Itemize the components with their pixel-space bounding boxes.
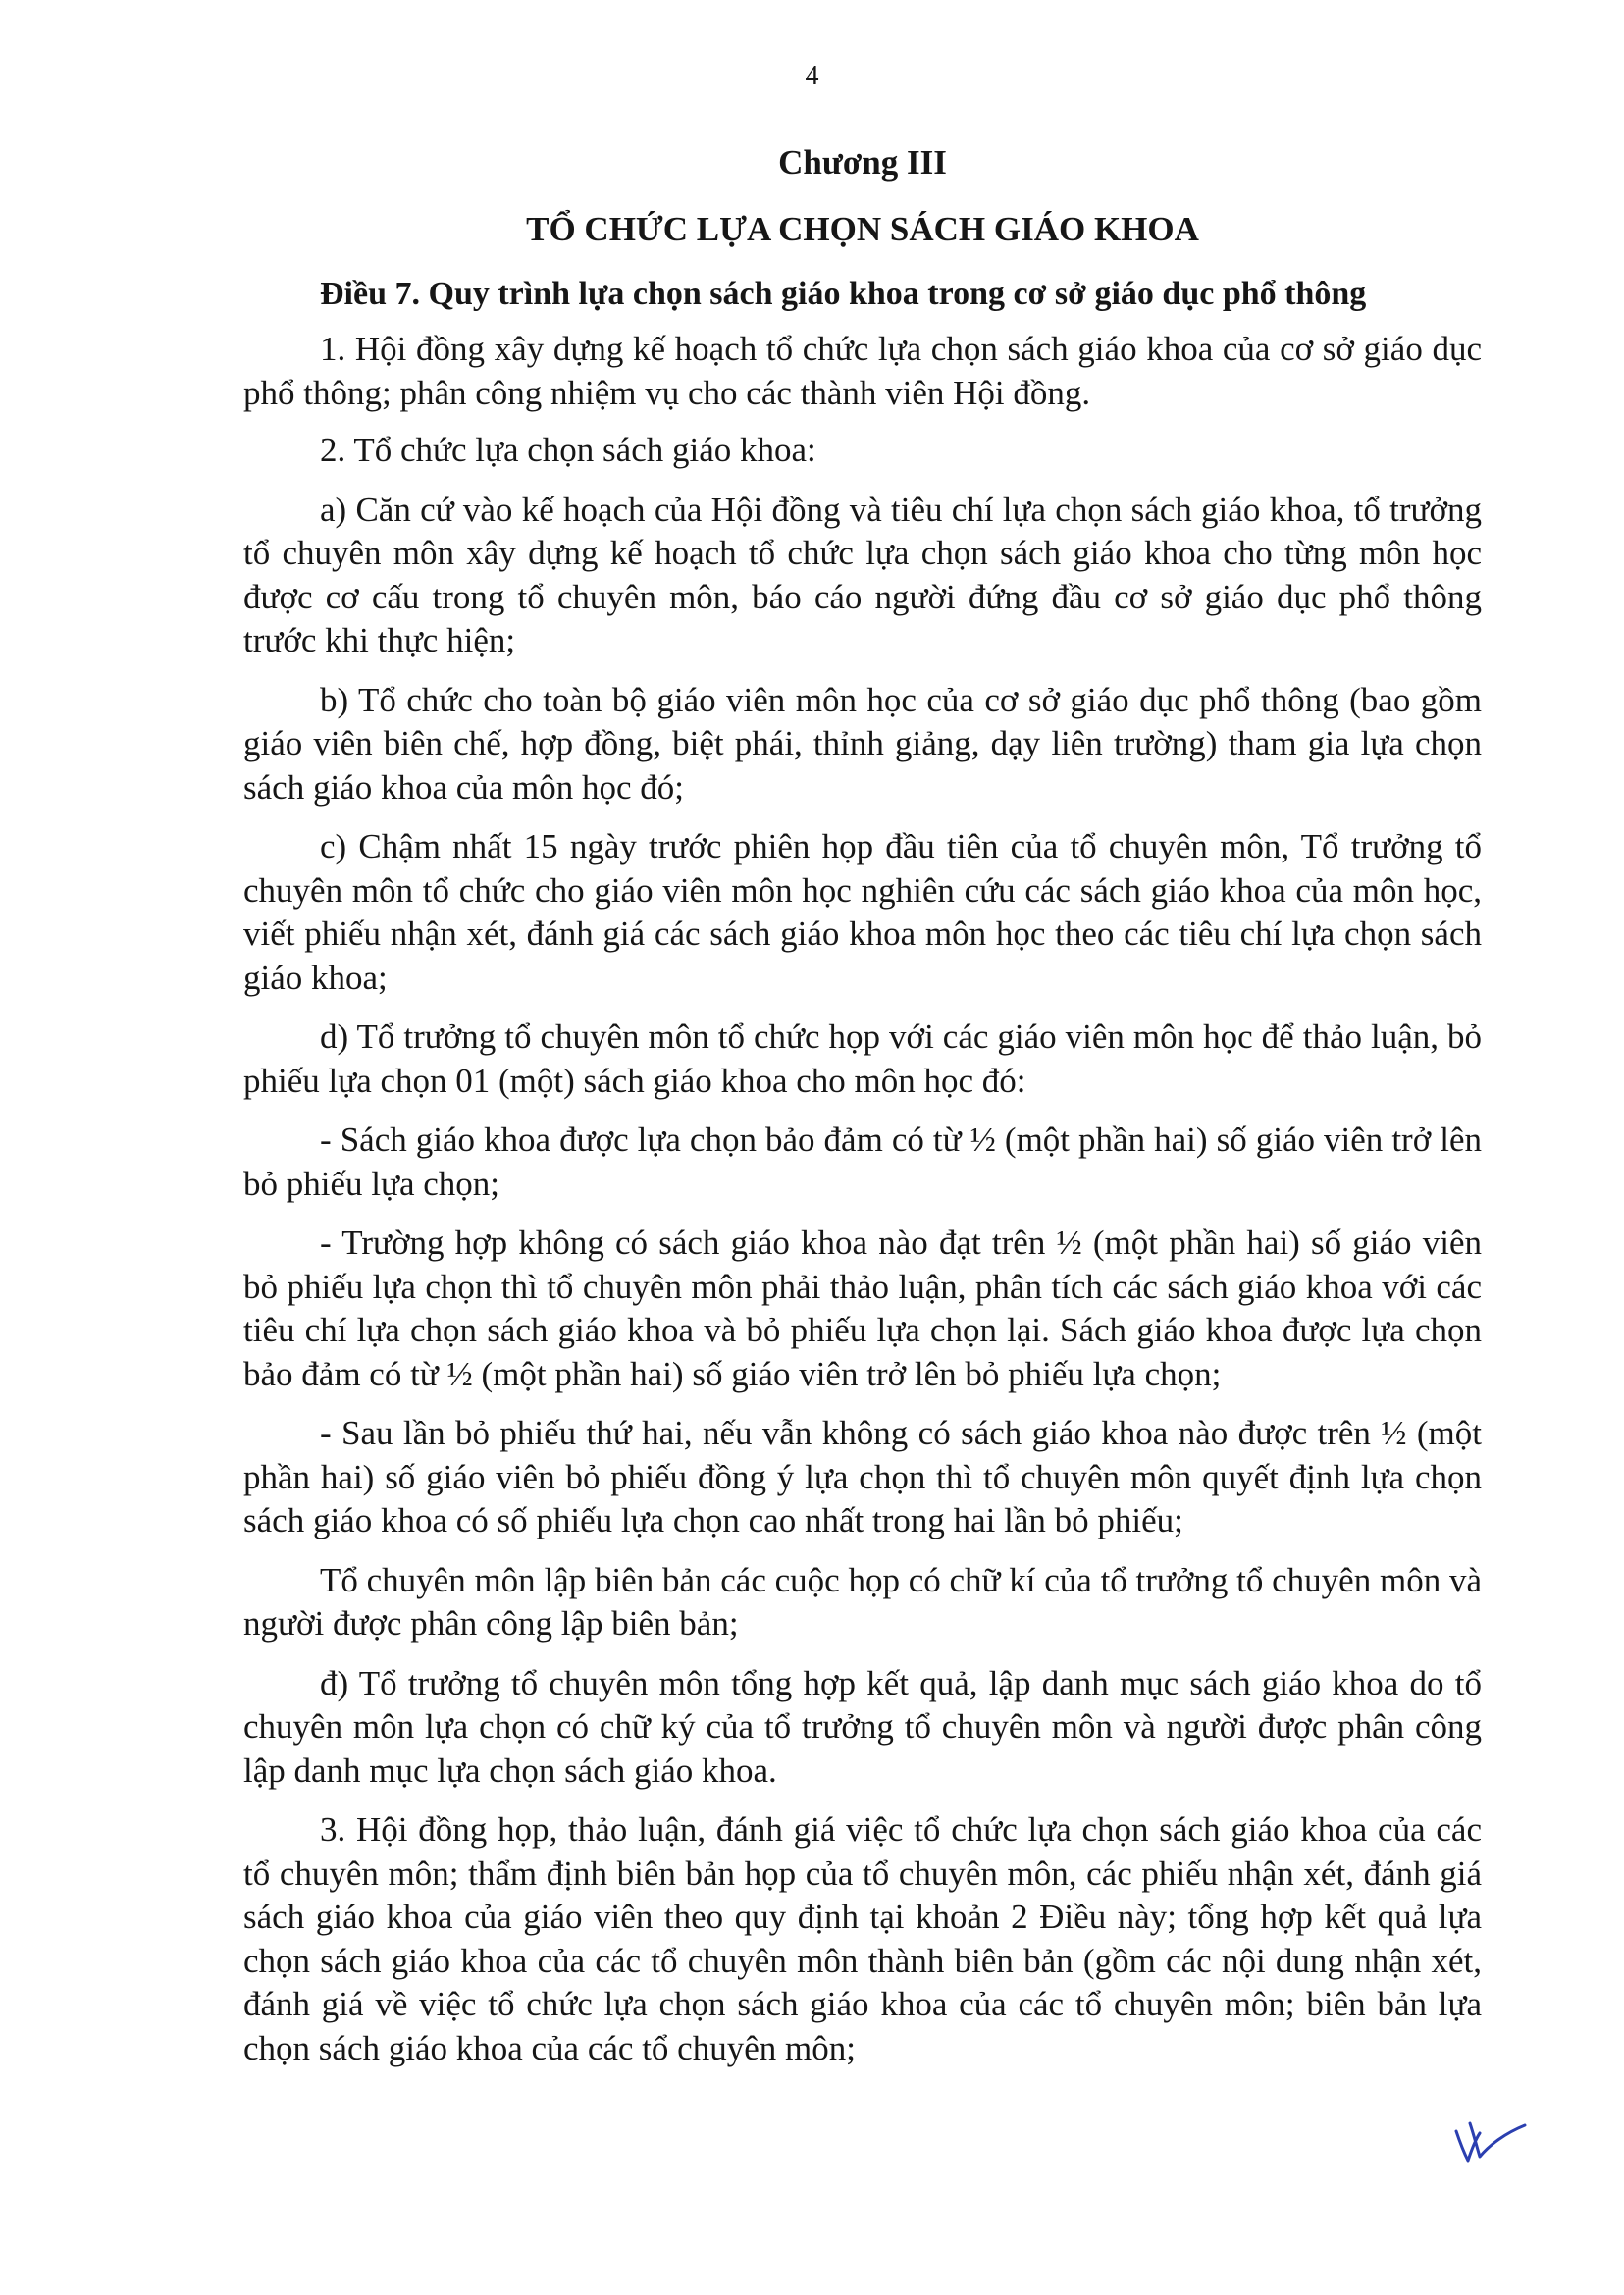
paragraph-2c: c) Chậm nhất 15 ngày trước phiên họp đầu tiên của tổ chuyên môn, Tổ trưởng tổ chuyên môn tổ chức cho giáo viên môn học nghiên cứu các sách giáo khoa của môn học, viết phiếu nhận xét, đánh giá các sách giáo khoa môn học theo các tiêu chí lựa chọn sách giáo khoa; bbox=[243, 827, 1482, 997]
article-title: Điều 7. Quy trình lựa chọn sách giáo khoa trong cơ sở giáo dục phổ thông bbox=[320, 276, 1367, 312]
paragraph-2d-minutes: Tổ chuyên môn lập biên bản các cuộc họp có chữ kí của tổ trưởng tổ chuyên môn và người được phân công lập biên bản; bbox=[243, 1560, 1482, 1643]
paragraph-2b: b) Tổ chức cho toàn bộ giáo viên môn học của cơ sở giáo dục phổ thông (bao gồm giáo viên biên chế, hợp đồng, biệt phái, thỉnh giảng, dạy liên trường) tham gia lựa chọn sách giáo khoa của môn học đó; bbox=[243, 680, 1482, 807]
chapter-title: TỔ CHỨC LỰA CHỌN SÁCH GIÁO KHOA bbox=[526, 210, 1199, 248]
page-number: 4 bbox=[805, 61, 819, 91]
paragraph-2d: d) Tổ trưởng tổ chuyên môn tổ chức họp với các giáo viên môn học để thảo luận, bỏ phiếu lựa chọn 01 (một) sách giáo khoa cho môn học đó: bbox=[243, 1017, 1482, 1100]
paragraph-2d-item-1: - Sách giáo khoa được lựa chọn bảo đảm có từ ½ (một phần hai) số giáo viên trở lên bỏ phiếu lựa chọn; bbox=[243, 1121, 1482, 1203]
paragraph-2a: a) Căn cứ vào kế hoạch của Hội đồng và tiêu chí lựa chọn sách giáo khoa, tổ trưởng tổ chuyên môn xây dựng kế hoạch tổ chức lựa chọn sách giáo khoa cho từng môn học được cơ cấu trong tổ chuyên môn, báo cáo người đứng đầu cơ sở giáo dục phổ thông trước khi thực hiện; bbox=[243, 490, 1482, 659]
paragraph-2: 2. Tổ chức lựa chọn sách giáo khoa: bbox=[320, 431, 816, 469]
chapter-label: Chương III bbox=[778, 143, 947, 182]
paragraph-2d-item-2: - Trường hợp không có sách giáo khoa nào đạt trên ½ (một phần hai) số giáo viên bỏ phiếu lựa chọn thì tổ chuyên môn phải thảo luận, phân tích các sách giáo khoa với các tiêu chí lựa chọn sách giáo khoa và bỏ phiếu lựa chọn lại. Sách giáo khoa được lựa chọn bảo đảm có từ ½ (một phần hai) số giáo viên trở lên bỏ phiếu lựa chọn; bbox=[243, 1224, 1482, 1393]
document-content bbox=[243, 139, 1482, 2070]
paragraph-1: 1. Hội đồng xây dựng kế hoạch tổ chức lựa chọn sách giáo khoa của cơ sở giáo dục phổ thông; phân công nhiệm vụ cho các thành viên Hội đồng. bbox=[243, 330, 1482, 412]
paragraph-2dd: đ) Tổ trưởng tổ chuyên môn tổng hợp kết quả, lập danh mục sách giáo khoa do tổ chuyên môn lựa chọn có chữ ký của tổ trưởng tổ chuyên môn và người được phân công lập danh mục lựa chọn sách giáo khoa. bbox=[243, 1663, 1482, 1790]
initial-signature-icon bbox=[1450, 2110, 1529, 2168]
paragraph-3: 3. Hội đồng họp, thảo luận, đánh giá việc tổ chức lựa chọn sách giáo khoa của các tổ chuyên môn; thẩm định biên bản họp của tổ chuyên môn, các phiếu nhận xét, đánh giá sách giáo khoa của giáo viên theo quy định tại khoản 2 Điều này; tổng hợp kết quả lựa chọn sách giáo khoa của các tổ chuyên môn thành biên bản (gồm các nội dung nhận xét, đánh giá về việc tổ chức lựa chọn sách giáo khoa của các tổ chuyên môn; biên bản lựa chọn sách giáo khoa của các tổ chuyên môn; bbox=[243, 1810, 1482, 2067]
paragraph-2d-item-3: - Sau lần bỏ phiếu thứ hai, nếu vẫn không có sách giáo khoa nào được trên ½ (một phần hai) số giáo viên bỏ phiếu đồng ý lựa chọn thì tổ chuyên môn quyết định lựa chọn sách giáo khoa có số phiếu lựa chọn cao nhất trong hai lần bỏ phiếu; bbox=[243, 1414, 1482, 1539]
